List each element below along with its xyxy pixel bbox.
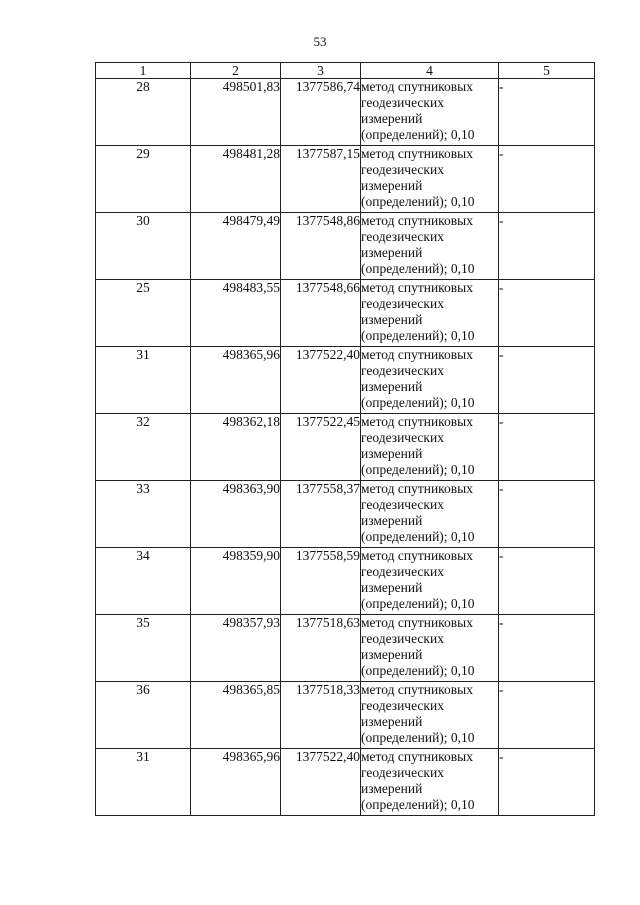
x-coordinate: 498481,28: [191, 146, 281, 213]
note-cell: -: [499, 749, 595, 816]
table-row: [96, 615, 595, 682]
method-cell: [361, 682, 499, 749]
table-header-row: [96, 63, 595, 79]
method-cell: [361, 749, 499, 816]
column-header-y: 3: [281, 63, 361, 79]
table-row: [96, 79, 595, 146]
point-number: 25: [96, 280, 191, 347]
method-text: метод спутниковых геодезических измерений (определений); 0,10: [361, 79, 475, 142]
table-row: [96, 481, 595, 548]
column-header-x: 2: [191, 63, 281, 79]
method-text: метод спутниковых геодезических измерений (определений); 0,10: [361, 615, 475, 678]
method-cell: [361, 615, 499, 682]
x-coordinate: 498365,96: [191, 347, 281, 414]
x-coordinate: 498363,90: [191, 481, 281, 548]
note-cell: -: [499, 79, 595, 146]
table-row: [96, 146, 595, 213]
method-text: метод спутниковых геодезических измерений (определений); 0,10: [361, 213, 475, 276]
method-text: метод спутниковых геодезических измерений (определений); 0,10: [361, 146, 475, 209]
coordinates-table: [95, 62, 595, 816]
method-cell: [361, 213, 499, 280]
point-number: 35: [96, 615, 191, 682]
x-coordinate: 498357,93: [191, 615, 281, 682]
y-coordinate: 1377518,33: [281, 682, 361, 749]
note-cell: -: [499, 213, 595, 280]
x-coordinate: 498365,96: [191, 749, 281, 816]
table-row: [96, 414, 595, 481]
method-cell: [361, 414, 499, 481]
note-cell: -: [499, 481, 595, 548]
y-coordinate: 1377548,86: [281, 213, 361, 280]
method-cell: [361, 481, 499, 548]
note-cell: -: [499, 146, 595, 213]
table-row: [96, 749, 595, 816]
point-number: 34: [96, 548, 191, 615]
method-text: метод спутниковых геодезических измерений (определений); 0,10: [361, 481, 475, 544]
method-cell: [361, 548, 499, 615]
method-text: метод спутниковых геодезических измерений (определений); 0,10: [361, 280, 475, 343]
note-cell: -: [499, 280, 595, 347]
method-text: метод спутниковых геодезических измерений (определений); 0,10: [361, 682, 475, 745]
table-row: [96, 280, 595, 347]
table-row: [96, 347, 595, 414]
column-header-note: 5: [499, 63, 595, 79]
x-coordinate: 498501,83: [191, 79, 281, 146]
note-cell: -: [499, 347, 595, 414]
y-coordinate: 1377522,45: [281, 414, 361, 481]
column-header-method: 4: [361, 63, 499, 79]
y-coordinate: 1377558,37: [281, 481, 361, 548]
method-text: метод спутниковых геодезических измерений (определений); 0,10: [361, 347, 475, 410]
column-header-point: 1: [96, 63, 191, 79]
point-number: 32: [96, 414, 191, 481]
note-cell: -: [499, 548, 595, 615]
x-coordinate: 498483,55: [191, 280, 281, 347]
y-coordinate: 1377587,15: [281, 146, 361, 213]
x-coordinate: 498365,85: [191, 682, 281, 749]
method-cell: [361, 347, 499, 414]
x-coordinate: 498362,18: [191, 414, 281, 481]
method-text: метод спутниковых геодезических измерений (определений); 0,10: [361, 414, 475, 477]
point-number: 28: [96, 79, 191, 146]
table-row: [96, 213, 595, 280]
note-cell: -: [499, 682, 595, 749]
point-number: 33: [96, 481, 191, 548]
note-cell: -: [499, 414, 595, 481]
method-text: метод спутниковых геодезических измерений (определений); 0,10: [361, 749, 475, 812]
point-number: 29: [96, 146, 191, 213]
point-number: 31: [96, 347, 191, 414]
point-number: 36: [96, 682, 191, 749]
table-row: [96, 548, 595, 615]
x-coordinate: 498359,90: [191, 548, 281, 615]
y-coordinate: 1377522,40: [281, 347, 361, 414]
y-coordinate: 1377586,74: [281, 79, 361, 146]
y-coordinate: 1377558,59: [281, 548, 361, 615]
y-coordinate: 1377548,66: [281, 280, 361, 347]
table-row: [96, 682, 595, 749]
x-coordinate: 498479,49: [191, 213, 281, 280]
method-text: метод спутниковых геодезических измерений (определений); 0,10: [361, 548, 475, 611]
y-coordinate: 1377518,63: [281, 615, 361, 682]
page-number: 53: [313, 34, 327, 49]
y-coordinate: 1377522,40: [281, 749, 361, 816]
note-cell: -: [499, 615, 595, 682]
method-cell: [361, 79, 499, 146]
method-cell: [361, 280, 499, 347]
point-number: 30: [96, 213, 191, 280]
method-cell: [361, 146, 499, 213]
point-number: 31: [96, 749, 191, 816]
